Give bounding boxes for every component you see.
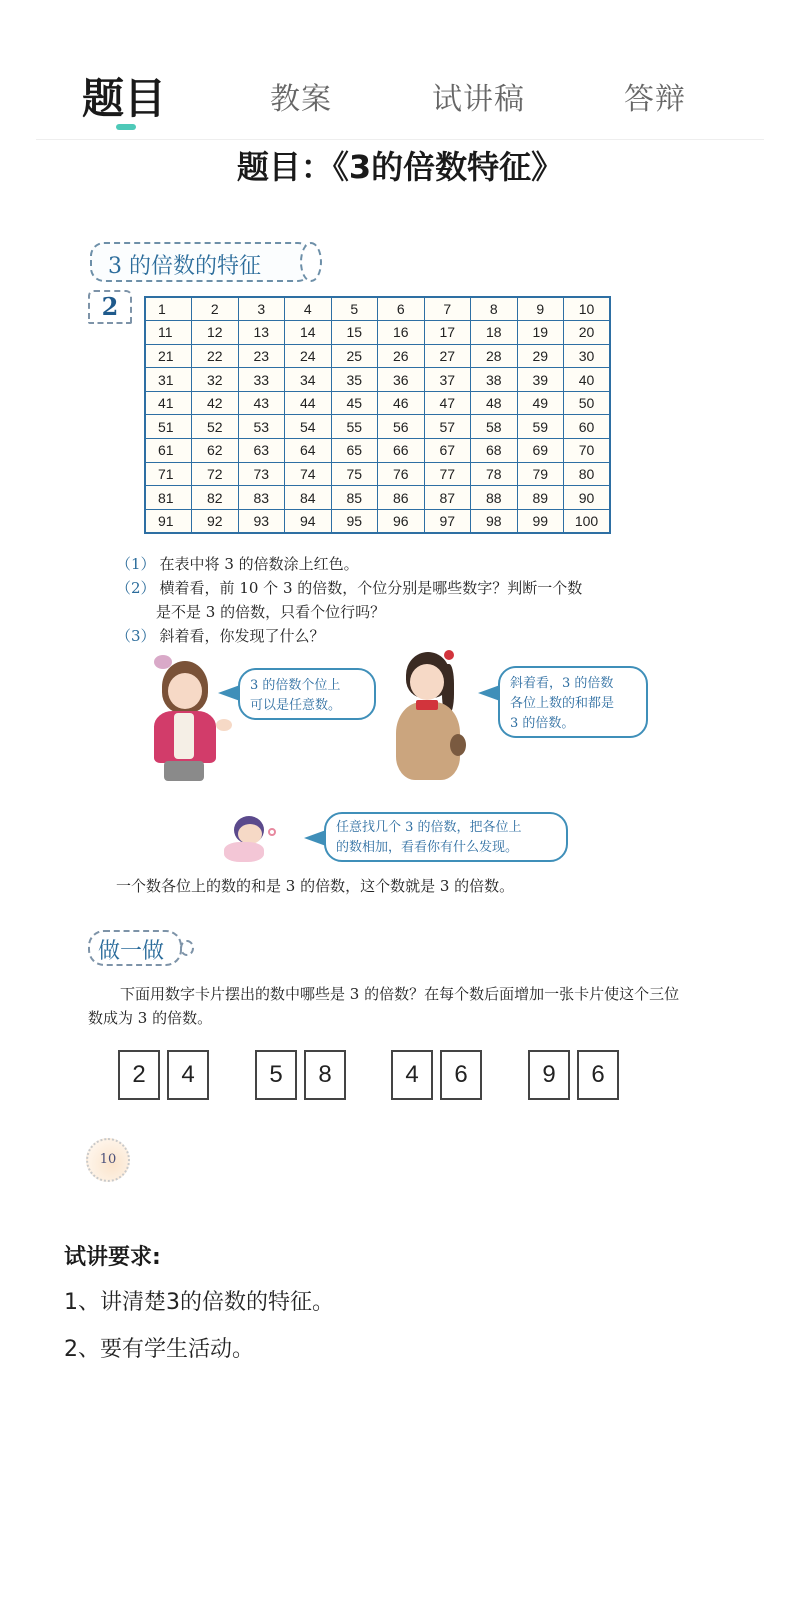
grid-cell: 16	[378, 321, 425, 345]
grid-cell: 90	[564, 486, 611, 510]
grid-row	[145, 415, 610, 439]
grid-cell: 12	[192, 321, 239, 345]
grid-cell: 3	[238, 297, 285, 321]
grid-cell: 73	[238, 462, 285, 486]
grid-cell: 5	[331, 297, 378, 321]
grid-cell: 99	[517, 509, 564, 533]
grid-cell: 53	[238, 415, 285, 439]
activity-banner	[88, 930, 182, 966]
bubble-tail	[218, 685, 240, 701]
question-2: （2） 横着看，前 10 个 3 的倍数，个位分别是哪些数字？判断一个数	[116, 579, 583, 597]
page-title: 题目：《3的倍数特征》	[236, 148, 564, 186]
tabs-divider	[36, 139, 764, 140]
bubble-tail	[478, 685, 500, 701]
grid-row	[145, 368, 610, 392]
grid-cell: 87	[424, 486, 471, 510]
grid-cell: 47	[424, 391, 471, 415]
lecture-requirements	[64, 1240, 334, 1379]
active-tab-indicator	[116, 124, 136, 130]
grid-cell: 75	[331, 462, 378, 486]
grid-cell: 2	[192, 297, 239, 321]
digit-card: 6	[440, 1050, 482, 1100]
digit-card: 5	[255, 1050, 297, 1100]
grid-cell: 88	[471, 486, 518, 510]
card-group-24	[118, 1050, 209, 1100]
grid-cell: 9	[517, 297, 564, 321]
grid-row	[145, 391, 610, 415]
grid-cell: 10	[564, 297, 611, 321]
grid-cell: 65	[331, 439, 378, 463]
grid-cell: 18	[471, 321, 518, 345]
activity-title: 做一做	[98, 939, 165, 964]
grid-cell: 50	[564, 391, 611, 415]
grid-cell: 76	[378, 462, 425, 486]
grid-cell: 42	[192, 391, 239, 415]
grid-cell: 80	[564, 462, 611, 486]
grid-cell: 100	[564, 509, 611, 533]
textbook-page	[80, 230, 720, 1220]
grid-cell: 71	[145, 462, 192, 486]
tab-lesson-plan[interactable]: 教案	[270, 82, 332, 117]
grid-cell: 69	[517, 439, 564, 463]
grid-cell: 68	[471, 439, 518, 463]
grid-cell: 26	[378, 344, 425, 368]
grid-cell: 66	[378, 439, 425, 463]
grid-cell: 59	[517, 415, 564, 439]
grid-cell: 35	[331, 368, 378, 392]
grid-cell: 57	[424, 415, 471, 439]
grid-cell: 38	[471, 368, 518, 392]
tab-lecture-script[interactable]: 试讲稿	[432, 82, 525, 117]
digit-card: 6	[577, 1050, 619, 1100]
grid-cell: 40	[564, 368, 611, 392]
grid-cell: 11	[145, 321, 192, 345]
grid-cell: 63	[238, 439, 285, 463]
grid-cell: 72	[192, 462, 239, 486]
grid-row	[145, 486, 610, 510]
card-group-46	[391, 1050, 482, 1100]
grid-cell: 89	[517, 486, 564, 510]
grid-cell: 86	[378, 486, 425, 510]
card-group-96	[528, 1050, 619, 1100]
grid-row	[145, 439, 610, 463]
bubble-tail	[304, 830, 326, 846]
grid-cell: 27	[424, 344, 471, 368]
grid-cell: 56	[378, 415, 425, 439]
grid-cell: 25	[331, 344, 378, 368]
grid-cell: 62	[192, 439, 239, 463]
grid-cell: 49	[517, 391, 564, 415]
grid-cell: 45	[331, 391, 378, 415]
grid-cell: 15	[331, 321, 378, 345]
digit-card: 8	[304, 1050, 346, 1100]
grid-cell: 97	[424, 509, 471, 533]
digit-card: 9	[528, 1050, 570, 1100]
grid-cell: 81	[145, 486, 192, 510]
question-2-continued: 是不是 3 的倍数，只看个位行吗？	[156, 603, 386, 621]
question-1: （1） 在表中将 3 的倍数涂上红色。	[116, 555, 359, 573]
grid-cell: 77	[424, 462, 471, 486]
grid-cell: 93	[238, 509, 285, 533]
question-3: （3） 斜着看，你发现了什么？	[116, 627, 325, 645]
grid-cell: 22	[192, 344, 239, 368]
grid-cell: 31	[145, 368, 192, 392]
section-title: 3 的倍数的特征	[108, 254, 261, 279]
tab-defense[interactable]: 答辩	[624, 82, 686, 117]
grid-cell: 44	[285, 391, 332, 415]
grid-cell: 33	[238, 368, 285, 392]
grid-cell: 20	[564, 321, 611, 345]
digit-card: 4	[391, 1050, 433, 1100]
grid-cell: 54	[285, 415, 332, 439]
grid-cell: 67	[424, 439, 471, 463]
digit-card: 2	[118, 1050, 160, 1100]
grid-cell: 94	[285, 509, 332, 533]
grid-cell: 39	[517, 368, 564, 392]
speech-bubble-any-digit: 3 的倍数个位上 可以是任意数。	[238, 668, 376, 720]
grid-cell: 43	[238, 391, 285, 415]
grid-cell: 36	[378, 368, 425, 392]
bubble-cap-icon	[180, 940, 194, 956]
girl-pink-jacket-illustration	[140, 655, 240, 783]
grid-cell: 48	[471, 391, 518, 415]
grid-row	[145, 509, 610, 533]
grid-cell: 29	[517, 344, 564, 368]
grid-cell: 51	[145, 415, 192, 439]
grid-cell: 6	[378, 297, 425, 321]
grid-cell: 82	[192, 486, 239, 510]
angel-baby-illustration	[214, 810, 278, 866]
grid-cell: 23	[238, 344, 285, 368]
grid-cell: 92	[192, 509, 239, 533]
grid-cell: 96	[378, 509, 425, 533]
grid-cell: 95	[331, 509, 378, 533]
grid-cell: 41	[145, 391, 192, 415]
grid-cell: 91	[145, 509, 192, 533]
grid-row	[145, 462, 610, 486]
grid-cell: 70	[564, 439, 611, 463]
speech-bubble-diagonal-sum: 斜着看，3 的倍数 各位上数的和都是 3 的倍数。	[498, 666, 648, 738]
grid-cell: 17	[424, 321, 471, 345]
requirement-item: 2、要有学生活动。	[64, 1337, 254, 1362]
grid-row	[145, 344, 610, 368]
grid-cell: 98	[471, 509, 518, 533]
grid-cell: 61	[145, 439, 192, 463]
rule-conclusion: 一个数各位上的数的和是 3 的倍数，这个数就是 3 的倍数。	[116, 877, 515, 895]
tab-question[interactable]: 题目	[82, 74, 167, 123]
grid-cell: 85	[331, 486, 378, 510]
grid-cell: 58	[471, 415, 518, 439]
grid-cell: 64	[285, 439, 332, 463]
grid-cell: 60	[564, 415, 611, 439]
hundred-grid-table	[144, 296, 611, 534]
grid-cell: 21	[145, 344, 192, 368]
card-group-58	[255, 1050, 346, 1100]
grid-cell: 78	[471, 462, 518, 486]
girl-polka-dress-illustration	[380, 650, 476, 788]
grid-cell: 34	[285, 368, 332, 392]
grid-cell: 46	[378, 391, 425, 415]
grid-cell: 55	[331, 415, 378, 439]
grid-row	[145, 297, 610, 321]
example-number-badge: 2	[88, 290, 132, 324]
scroll-cap-icon	[300, 242, 322, 282]
grid-cell: 13	[238, 321, 285, 345]
grid-cell: 37	[424, 368, 471, 392]
speech-bubble-try-it: 任意找几个 3 的倍数，把各位上 的数相加，看看你有什么发现。	[324, 812, 568, 862]
activity-instructions: 下面用数字卡片摆出的数中哪些是 3 的倍数？在每个数后面增加一张卡片使这个三位数成为 3 的倍数。	[88, 985, 680, 1027]
grid-cell: 32	[192, 368, 239, 392]
grid-cell: 7	[424, 297, 471, 321]
grid-cell: 52	[192, 415, 239, 439]
grid-cell: 4	[285, 297, 332, 321]
grid-cell: 14	[285, 321, 332, 345]
grid-cell: 83	[238, 486, 285, 510]
grid-cell: 1	[145, 297, 192, 321]
digit-card: 4	[167, 1050, 209, 1100]
grid-cell: 8	[471, 297, 518, 321]
grid-cell: 79	[517, 462, 564, 486]
page-number-badge: 10	[86, 1138, 130, 1182]
section-title-banner	[90, 242, 312, 282]
grid-cell: 30	[564, 344, 611, 368]
grid-cell: 19	[517, 321, 564, 345]
requirements-title: 试讲要求:	[64, 1245, 161, 1270]
grid-cell: 24	[285, 344, 332, 368]
grid-cell: 28	[471, 344, 518, 368]
grid-row	[145, 321, 610, 345]
requirement-item: 1、讲清楚3的倍数的特征。	[64, 1290, 334, 1315]
grid-cell: 84	[285, 486, 332, 510]
grid-cell: 74	[285, 462, 332, 486]
